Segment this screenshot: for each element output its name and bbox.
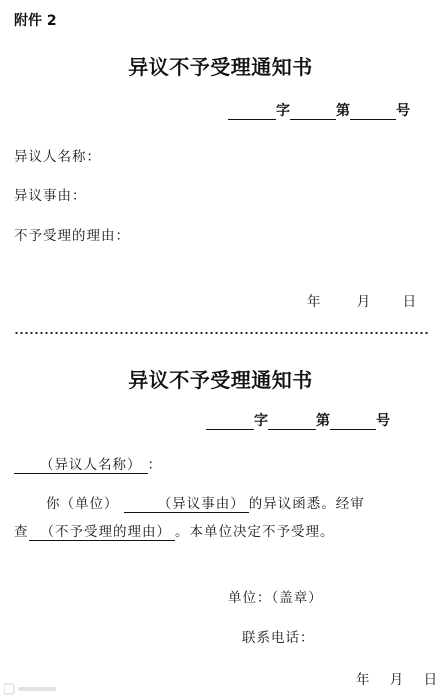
body-line1-prefix: 你（单位） [46,496,119,512]
body-matter-placeholder: （异议事由） [124,492,249,513]
bottom-doc-year-blank [268,413,316,430]
top-date-month: 月 [356,294,372,310]
bottom-date-year: 年 [356,672,371,688]
reason-label: 不予受理的理由： [14,228,130,244]
top-doc-year-blank [290,103,336,120]
bottom-doc-zi: 字 [254,413,268,429]
body-line-1 [46,492,365,513]
contact-phone-label: 联系电话： [242,630,315,646]
body-reason-placeholder: （不予受理的理由） [29,520,176,541]
watermark-logo-icon [4,682,60,696]
objector-name-label: 异议人名称： [14,149,101,165]
bottom-doc-di: 第 [316,413,330,429]
top-doc-seq-blank [350,103,396,120]
unit-seal-label: 单位：（盖章） [228,590,323,606]
bottom-doc-prefix-blank [206,413,254,430]
top-doc-number [228,100,410,120]
top-date-day: 日 [402,294,418,310]
addressee-suffix: ： [147,457,162,473]
addressee-placeholder: （异议人名称） [14,453,148,474]
body-line1-suffix: 的异议函悉。经审 [248,496,365,512]
bottom-doc-seq-blank [330,413,376,430]
body-line2-suffix: 。本单位决定不予受理。 [175,524,335,540]
bottom-date [356,668,438,688]
top-doc-zi: 字 [276,103,290,119]
bottom-notice-title: 异议不予受理通知书 [128,368,313,392]
bottom-doc-number [206,410,390,430]
top-doc-hao: 号 [396,103,410,119]
body-line2-prefix: 查 [14,524,29,540]
bottom-date-day: 日 [423,672,439,688]
bottom-date-month: 月 [389,672,405,688]
bottom-doc-hao: 号 [376,413,390,429]
body-line-2 [14,520,335,541]
top-notice-title: 异议不予受理通知书 [128,55,313,79]
attachment-label: 附件 2 [14,13,57,29]
top-doc-prefix-blank [228,103,276,120]
addressee-line [14,453,162,474]
objection-matter-label: 异议事由： [14,188,87,204]
top-doc-di: 第 [336,103,350,119]
top-date-year: 年 [307,294,322,310]
dotted-cut-line [14,330,428,336]
top-date [307,290,417,310]
